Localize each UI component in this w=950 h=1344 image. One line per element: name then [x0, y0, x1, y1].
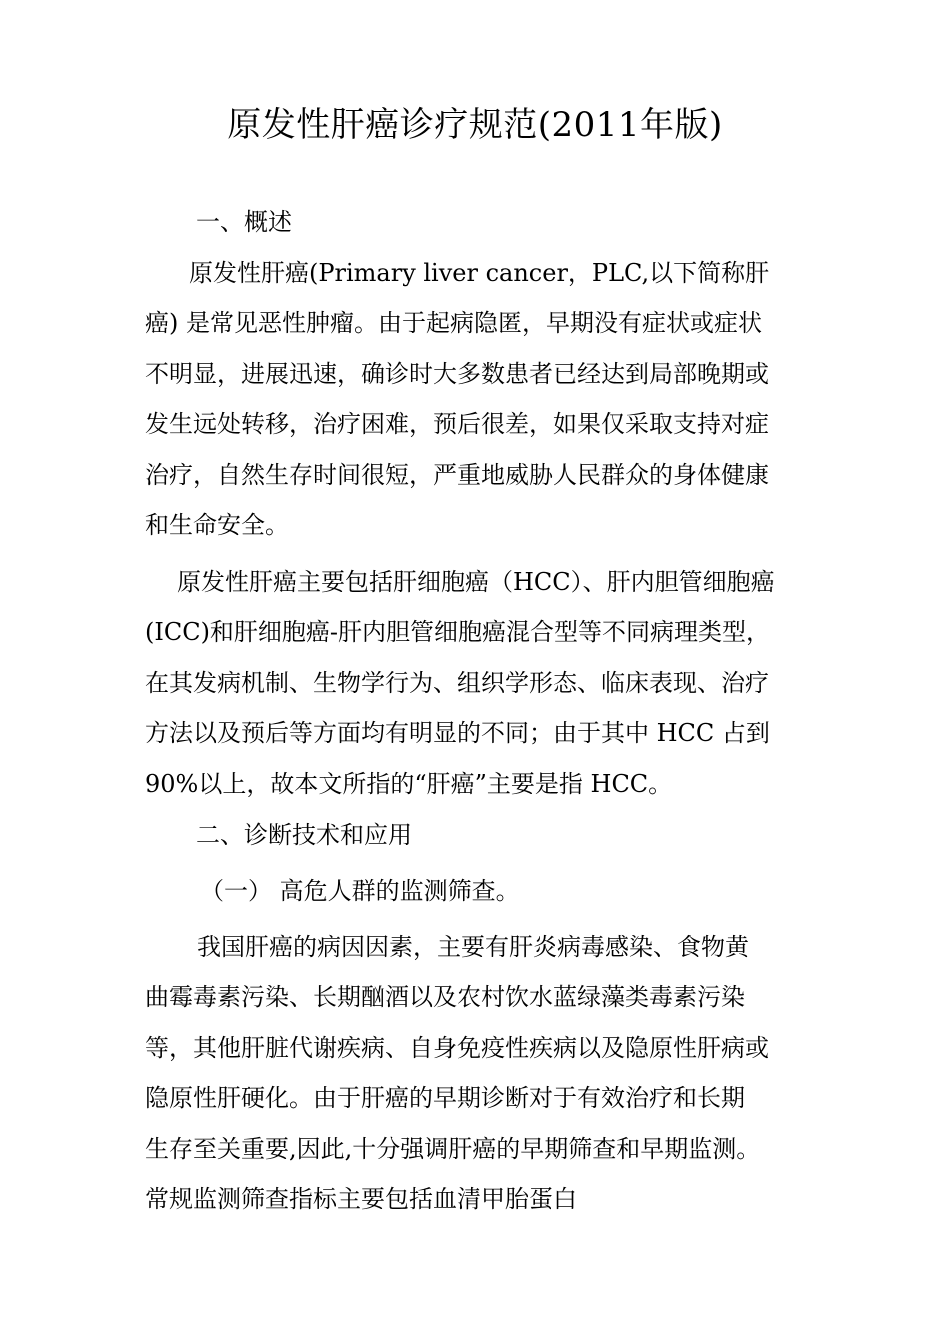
paragraph-line: (ICC)和肝细胞癌-肝内胆管细胞癌混合型等不同病理类型，	[145, 618, 771, 647]
section-heading-overview: 一、概述	[196, 208, 292, 236]
paragraph-line: 原发性肝癌(Primary liver cancer，PLC,以下简称肝	[189, 259, 770, 287]
paragraph-line: 发生远处转移，治疗困难，预后很差，如果仅采取支持对症	[145, 410, 769, 439]
section-heading-diagnosis: 二、诊断技术和应用	[196, 821, 412, 849]
paragraph-line: 原发性肝癌主要包括肝细胞癌（HCC）、肝内胆管细胞癌	[177, 568, 775, 596]
paragraph-etiology	[145, 922, 845, 1224]
paragraph-line: 方法以及预后等方面均有明显的不同；由于其中 HCC 占到	[145, 719, 770, 748]
paragraph-line: 等，其他肝脏代谢疾病、自身免疫性疾病以及隐原性肝病或	[145, 1033, 769, 1062]
paragraph-line: 在其发病机制、生物学行为、组织学形态、临床表现、治疗	[145, 668, 769, 697]
paragraph-line: 不明显，进展迅速，确诊时大多数患者已经达到局部晚期或	[145, 359, 769, 388]
paragraph-line: 常规监测筛查指标主要包括血清甲胎蛋白	[145, 1184, 577, 1213]
paragraph-line: 隐原性肝硬化。由于肝癌的早期诊断对于有效治疗和长期	[145, 1084, 745, 1113]
paragraph-line: 治疗，自然生存时间很短，严重地威胁人民群众的身体健康	[145, 460, 769, 489]
paragraph-line: 我国肝癌的病因因素，主要有肝炎病毒感染、食物黄	[197, 933, 749, 961]
paragraph-line: 生存至关重要,因此,十分强调肝癌的早期筛查和早期监测。	[145, 1134, 761, 1163]
document-title: 原发性肝癌诊疗规范(2011年版)	[227, 105, 723, 145]
paragraph-line: 和生命安全。	[145, 510, 289, 539]
paragraph-line: 曲霉毒素污染、长期酗酒以及农村饮水蓝绿藻类毒素污染	[145, 983, 745, 1012]
paragraph-overview	[145, 248, 845, 550]
paragraph-line: 癌) 是常见恶性肿瘤。由于起病隐匿，早期没有症状或症状	[145, 309, 762, 338]
paragraph-line: 90%以上，故本文所指的“肝癌”主要是指 HCC。	[145, 769, 673, 798]
paragraph-pathology	[145, 557, 845, 809]
subsection-heading-screening: （一） 高危人群的监测筛查。	[200, 877, 520, 905]
